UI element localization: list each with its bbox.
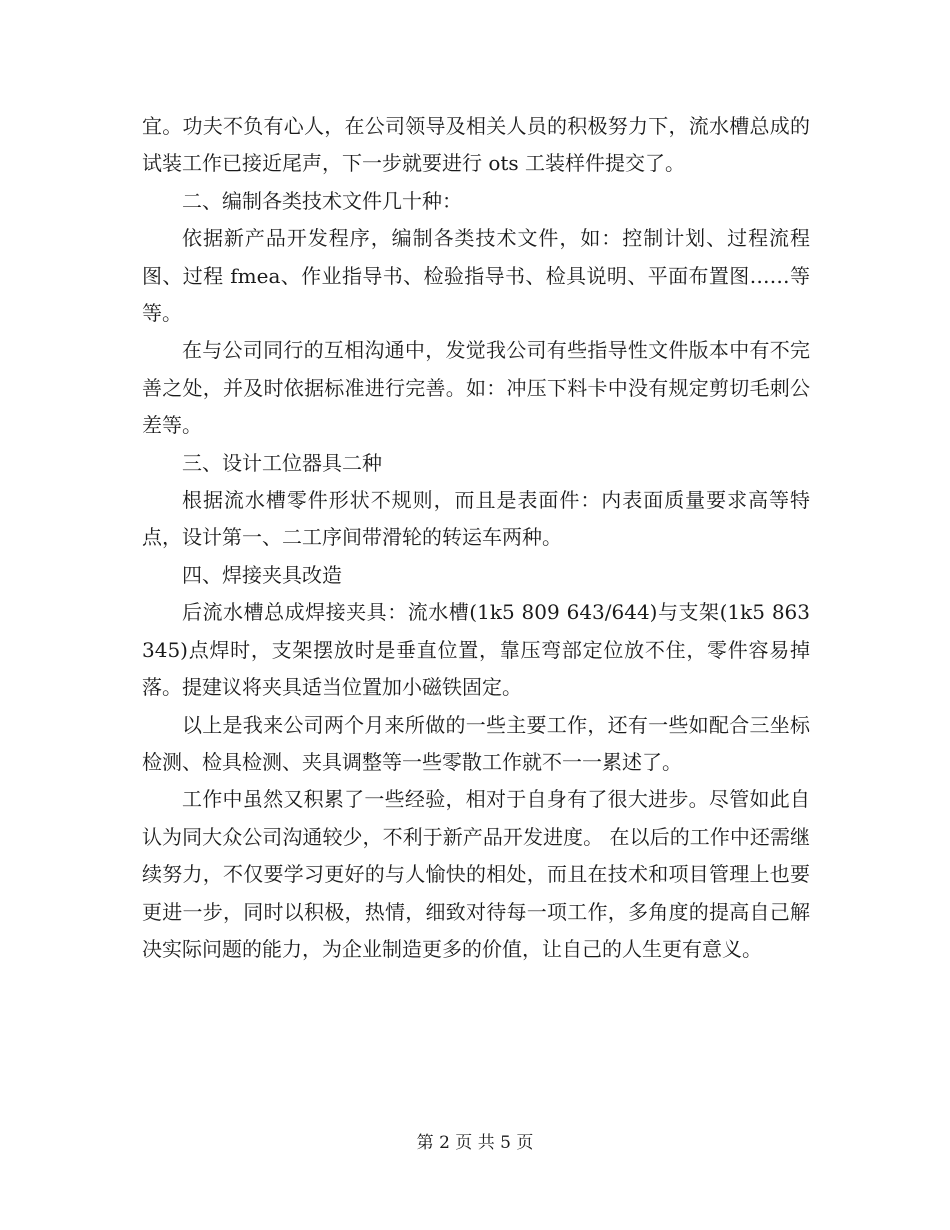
paragraph: 在与公司同行的互相沟通中，发觉我公司有些指导性文件版本中有不完善之处，并及时依据标准进行完善。如：冲压下料卡中没有规定剪切毛刺公差等。 xyxy=(142,338,810,438)
paragraph: 根据流水槽零件形状不规则，而且是表面件：内表面质量要求高等特点，设计第一、二工序间带滑轮的转运车两种。 xyxy=(142,488,810,550)
paragraph: 依据新产品开发程序，编制各类技术文件，如：控制计划、过程流程图、过程 fmea、作业指导书、检验指导书、检具说明、平面布置图……等等。 xyxy=(142,226,810,326)
paragraph-continuation: 宜。功夫不负有心人，在公司领导及相关人员的积极努力下，流水槽总成的试装工作已接近尾声，下一步就要进行 ots 工装样件提交了。 xyxy=(142,114,810,176)
paragraph: 后流水槽总成焊接夹具：流水槽(1k5 809 643/644)与支架(1k5 863 345)点焊时，支架摆放时是垂直位置，靠压弯部定位放不住，零件容易掉落。提建议将夹具适当位置加小磁铁固定。 xyxy=(142,600,810,700)
section-heading-4: 四、焊接夹具改造 xyxy=(182,562,342,587)
section-heading-2: 二、编制各类技术文件几十种： xyxy=(182,188,462,213)
page-number-footer: 第 2 页 共 5 页 xyxy=(416,1133,534,1153)
paragraph: 工作中虽然又积累了一些经验，相对于自身有了很大进步。尽管如此自认为同大众公司沟通较少，不利于新产品开发进度。 在以后的工作中还需继续努力，不仅要学习更好的与人愉快的相处，而且在技术和项目管理上也要更进一步，同时以积极，热情，细致对待每一项工作，多角度的提高自己解决实际问题的能力，为企业制造更多的价值，让自己的人生更有意义。 xyxy=(142,787,810,961)
section-heading-3: 三、设计工位器具二种 xyxy=(182,450,382,475)
paragraph: 以上是我来公司两个月来所做的一些主要工作，还有一些如配合三坐标检测、检具检测、夹具调整等一些零散工作就不一一累述了。 xyxy=(142,712,810,774)
document-body xyxy=(142,108,810,968)
